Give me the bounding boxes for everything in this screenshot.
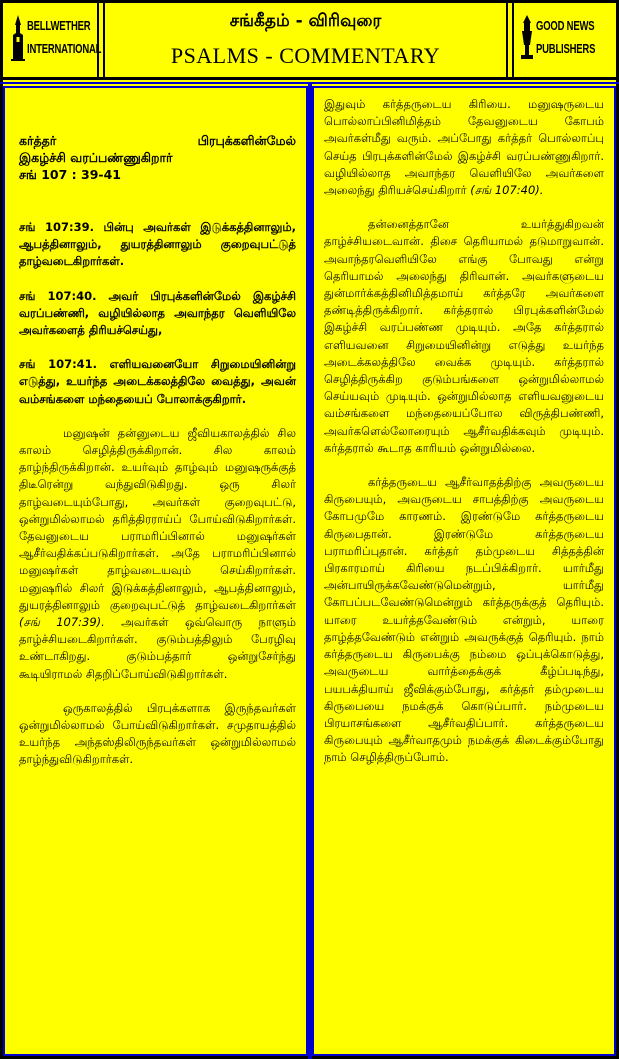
bellwether-logo — [11, 15, 101, 61]
left-paragraph-1-text: மனுஷன் தன்னுடைய ஜீவியகாலத்தில் சில காலம் செழித்திருக்கிறான். சில காலம் தாழ்ந்திருக்கிறான். உயர்வும் தாழ்வும் மனுஷருக்குத் திடீரென்று வந்துவிடுகிறது. ஒரு சிலர் தாழ்வடையும்போது, அவர்கள் குறைவுபட்டு, ஒன்றுமில்லாமல் தரித்திரராய்ப் போய்விடுகிறார்கள். தேவனுடைய பராமரிப்பினால் மனுஷர்கள் ஆசீர்வதிக்கப்படுகிறார்கள். அதே பராமரிப்பினால் மனுஷர்கள் தாழ்வடையவும் செய்கிறார்கள். மனுஷரில் சிலர் இடுக்கத்தினாலும், ஆபத்தினாலும், துயரத்தினாலும் குறைவுபட்டுத் தாழ்வடைகிறார்கள் — [19, 425, 296, 612]
header-right-logo-box — [512, 3, 616, 77]
left-column — [3, 86, 308, 1056]
verse-40: சங் 107:40. அவர் பிரபுக்களின்மேல் இகழ்ச்சி வரப்பண்ணி, வழியில்லாத அவாந்தர வெளியிலே அவர்களைத் திரியச்செய்து, — [19, 288, 296, 338]
right-logo-line1: GOOD NEWS — [536, 19, 595, 34]
lamp-icon — [520, 15, 534, 61]
left-logo-line2: INTERNATIONAL — [27, 42, 102, 57]
header-title-box — [103, 3, 508, 77]
left-paragraph-1-tail: அவர்கள் ஒவ்வொரு நாளும் தாழ்ச்சியடைகிறார்கள். குடும்பத்திலும் பேரழிவு உண்டாகிறது. குடும்பத்தார் ஒன்றுசேர்ந்து கூடியிராமல் சிதறிப்போய்விடுகிறார்கள். — [19, 615, 296, 681]
title-tamil: சங்கீதம் - விரிவுரை — [229, 11, 382, 31]
verse-39: சங் 107:39. பின்பு அவர்கள் இடுக்கத்தினாலும், ஆபத்தினாலும், துயரத்தினாலும் குறைவுபட்டுத் தாழ்வடைகிறார்கள். — [19, 220, 296, 269]
right-paragraph-3: கர்த்தருடைய ஆசீர்வாதத்திற்கு அவருடைய கிருபையும், அவருடைய சாபத்திற்கு அவருடைய கோபமுமே காரணம். இரண்டுமே கர்த்தருடைய கிருபைதான். இரண்டுமே கர்த்தருடைய பராமரிப்புதான். கர்த்தர் தம்முடைய சித்தத்தின் பிரகாரமாய் கிரியை நடப்பிக்கிறார். யார்மீது அன்பாயிருக்கவேண்டுமென்றும், யார்மீது கோபப்படவேண்டுமென்றும் கர்த்தருக்குத் தெரியும். யாரை உயர்த்தவேண்டும் என்றும், யாரை தாழ்த்தவேண்டும் என்றும் அவருக்குத் தெரியும். நாம் கர்த்தருடைய கிருபைக்கு நம்மை ஒப்புக்கொடுத்து, அவருடைய வார்த்தைக்குக் கீழ்ப்படிந்து, பயபக்தியாய் ஜீவிக்கும்போது, கர்த்தர் தம்முடைய கிருபையை நமக்குக் கொடுப்பார். நம்முடைய பிரயாசங்களை ஆசீர்வதிப்பார். கர்த்தருடைய கிருபையும் ஆசீர்வாதமும் நமக்குக் கிடைக்கும்போது நாம் செழித்திருப்போம். — [324, 475, 604, 765]
bell-tower-icon — [11, 15, 25, 61]
left-logo-line1: BELLWETHER — [27, 19, 91, 34]
right-paragraph-1 — [324, 96, 604, 199]
section-heading — [19, 132, 296, 183]
left-paragraph-1 — [19, 425, 296, 683]
heading-line2: இகழ்ச்சி வரப்பண்ணுகிறார் — [19, 150, 173, 165]
left-paragraph-1-ref: (சங் 107:39). — [19, 615, 105, 630]
heading-reference: சங் 107 : 39-41 — [19, 167, 121, 182]
left-paragraph-2: ஒருகாலத்தில் பிரபுக்களாக இருந்தவர்கள் ஒன்றுமில்லாமல் போய்விடுகிறார்கள். சமுதாயத்தில் உயர்ந்த அந்தஸ்திலிருந்தவர்கள் ஒன்றுமில்லாமல் தாழ்ந்துவிடுகிறார்கள். — [19, 700, 296, 767]
good-news-logo — [520, 15, 595, 61]
right-paragraph-1-text: இதுவும் கர்த்தருடைய கிரியை. மனுஷருடைய பொல்லாப்பினிமித்தம் தேவனுடைய கோபம் அவர்கள்மீது வரும். அப்போது கர்த்தர் பொல்லாப்பு செய்த பிரபுக்களின்மேல் இகழ்ச்சி வரப்பண்ணுகிறார். வழியில்லாத அவாந்தர வெளியிலே அவர்களை அலைந்து திரியச்செய்கிறார் — [324, 97, 604, 198]
title-english: PSALMS - COMMENTARY — [170, 43, 441, 68]
verse-41: சங் 107:41. எளியவனையோ சிறுமையினின்று எடுத்து, உயர்ந்த அடைக்கலத்திலே வைத்து, அவன் வம்சங்களை மந்தையைப் போலாக்குகிறார். — [19, 357, 296, 406]
right-paragraph-1-ref: (சங் 107:40). — [470, 183, 544, 198]
header-rule — [0, 77, 619, 80]
right-paragraph-2: தன்னைத்தானே உயர்த்துகிறவன் தாழ்ச்சியடைவான். திசை தெரியாமல் தடுமாறுவான். அவாந்தரவெளியிலே எங்கு போவது என்று தெரியாமல் அலைந்து திரிவான். அவர்களுடைய துன்மார்க்கத்தினிமித்தமாய் கர்த்தரே அவர்களை தண்டித்திருக்கிறார். கர்த்தரால் பிரபுக்களின்மேல் இகழ்ச்சி வரப்பண்ண முடியும். அதே கர்த்தரால் எளியவனை சிறுமையினின்று எடுத்து உயர்ந்த அடைக்கலத்திலே வைக்க முடியும். கர்த்தரால் செழித்திருக்கிற குடும்பங்களை ஒன்றுமில்லாமல் செய்யவும் முடியும். ஒன்றுமில்லாத எளியவனுடைய வம்சங்களை மந்தையைப்போல விருத்திபண்ணி, அவர்களெல்லோரையும் ஆசீர்வதிக்கவும் முடியும். கர்த்தரால் கூடாத காரியம் ஒன்றுமில்லை. — [324, 217, 604, 455]
heading-line1: கர்த்தர் பிரபுக்களின்மேல் — [19, 133, 296, 148]
header-left-logo-box — [3, 3, 102, 77]
right-logo-line2: PUBLISHERS — [536, 42, 596, 57]
right-column — [312, 86, 616, 1056]
